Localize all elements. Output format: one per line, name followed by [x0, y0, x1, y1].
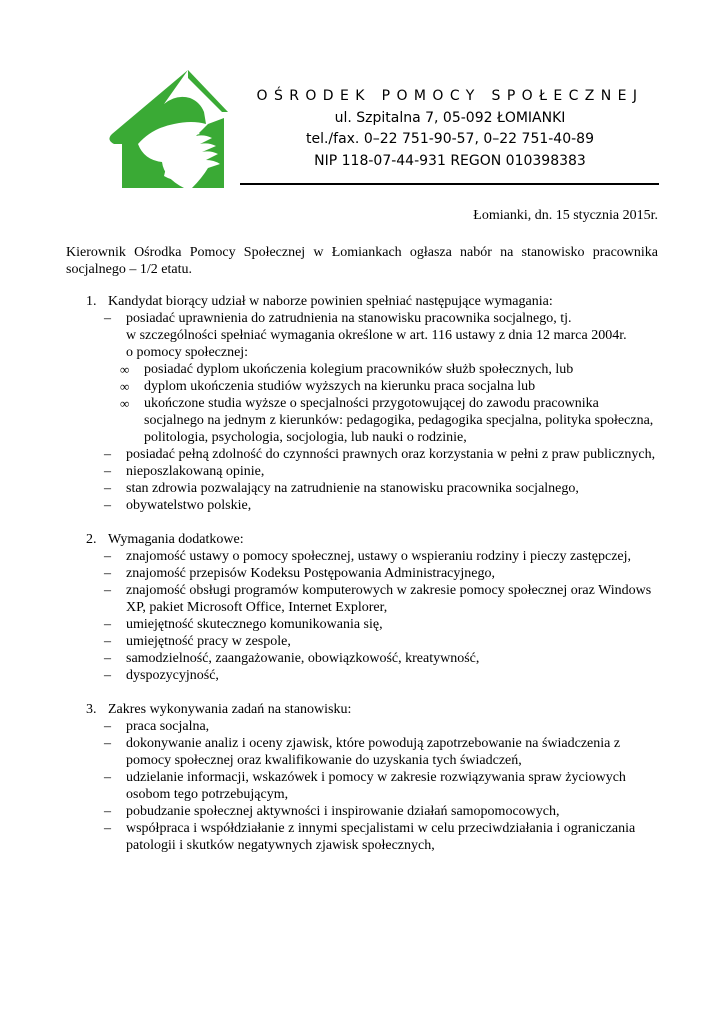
list-item-text: o pomocy społecznej:: [126, 345, 249, 360]
list-item-text: udzielanie informacji, wskazówek i pomocy w zakresie rozwiązywania spraw życiowych osobom tego potrzebującym,: [126, 770, 626, 802]
section-title-text: Kandydat biorący udział w naborze powinien spełniać następujące wymagania:: [108, 294, 553, 309]
section-title-text: Zakres wykonywania zadań na stanowisku:: [108, 702, 352, 717]
header-divider: [240, 183, 659, 185]
dash-bullet-icon: –: [104, 821, 111, 836]
dash-bullet-icon: –: [104, 617, 111, 632]
list-item-text: nieposzlakowaną opinie,: [126, 464, 265, 479]
section-title-text: Wymagania dodatkowe:: [108, 532, 244, 547]
tax-ids: NIP 118-07-44-931 REGON 010398383: [314, 152, 586, 169]
list-item-text: posiadać uprawnienia do zatrudnienia na stanowisku pracownika socjalnego, tj.: [126, 311, 572, 326]
section-duties: [66, 701, 660, 854]
sub-list-item: [66, 378, 660, 395]
list-item: [66, 735, 660, 769]
dash-bullet-icon: –: [104, 481, 111, 496]
dash-bullet-icon: –: [104, 736, 111, 751]
dash-bullet-icon: –: [104, 566, 111, 581]
sub-item-text: ukończone studia wyższe o specjalności przygotowującej do zawodu pracownika socjalnego na jednym z kierunków: pedagogika, pedagogika specjalna, polityka społeczna, politologia, psychologia, socjologia, lub nauki o rodzinie,: [144, 396, 654, 445]
list-item-text: umiejętność pracy w zespole,: [126, 634, 291, 649]
list-item-text: pobudzanie społecznej aktywności i inspirowanie działań samopomocowych,: [126, 804, 560, 819]
intro-paragraph: Kierownik Ośrodka Pomocy Społecznej w Łomiankach ogłasza nabór na stanowisko pracownika socjalnego – 1/2 etatu.: [66, 245, 658, 277]
list-item-text: znajomość przepisów Kodeksu Postępowania Administracyjnego,: [126, 566, 495, 581]
dash-bullet-icon: –: [104, 668, 111, 683]
dash-bullet-icon: –: [104, 770, 111, 785]
list-item: [66, 820, 660, 854]
phone-fax: tel./fax. 0–22 751-90-57, 0–22 751-40-89: [305, 131, 594, 147]
list-item: [66, 803, 660, 820]
list-item: [66, 480, 660, 497]
dash-bullet-icon: –: [104, 583, 111, 598]
sub-item-text: posiadać dyplom ukończenia kolegium pracowników służb społecznych, lub: [144, 362, 574, 377]
list-item-text: posiadać pełną zdolność do czynności prawnych oraz korzystania w pełni z praw publicznych,: [126, 447, 656, 462]
list-item-text: współpraca i współdziałanie z innymi specjalistami w celu przeciwdziałania i ograniczania patologii i skutków negatywnych zjawisk społecznych,: [126, 821, 636, 853]
list-item: [66, 548, 660, 565]
list-item: [66, 650, 660, 667]
dash-bullet-icon: –: [104, 719, 111, 734]
section-title: [66, 531, 660, 548]
list-item-text: dyspozycyjność,: [126, 668, 219, 683]
section-title: [66, 293, 660, 310]
section-requirements: [66, 293, 660, 514]
list-item: [66, 446, 660, 463]
document-date: Łomianki, dn. 15 stycznia 2015r.: [473, 208, 658, 223]
list-item-text: umiejętność skutecznego komunikowania się,: [126, 617, 383, 632]
list-item-text: praca socjalna,: [126, 719, 210, 734]
section-additional-requirements: [66, 531, 660, 684]
list-item: [66, 310, 660, 361]
dash-bullet-icon: –: [104, 634, 111, 649]
section-number: 1.: [86, 294, 97, 309]
sub-list-item: [66, 361, 660, 378]
list-item: [66, 769, 660, 803]
list-item-text: stan zdrowia pozwalający na zatrudnienie na stanowisku pracownika socjalnego,: [126, 481, 579, 496]
list-item: [66, 633, 660, 650]
sub-list-item: [66, 395, 660, 446]
list-item-text: obywatelstwo polskie,: [126, 498, 252, 513]
section-title: [66, 701, 660, 718]
list-item-text: w szczególności spełniać wymagania określone w art. 116 ustawy z dnia 12 marca 2004r.: [126, 328, 627, 343]
list-item: [66, 463, 660, 480]
infinity-bullet-icon: ∞: [120, 362, 130, 377]
list-item: [66, 582, 660, 616]
section-number: 2.: [86, 532, 97, 547]
list-item-text: znajomość obsługi programów komputerowych w zakresie pomocy społecznej oraz Windows XP, pakiet Microsoft Office, Internet Explorer,: [126, 583, 652, 615]
sub-item-text: dyplom ukończenia studiów wyższych na kierunku praca socjalna lub: [144, 379, 536, 394]
list-item-text: znajomość ustawy o pomocy społecznej, ustawy o wspieraniu rodziny i pieczy zastępczej,: [126, 549, 632, 564]
address: ul. Szpitalna 7, 05-092 ŁOMIANKI: [334, 109, 566, 126]
dash-bullet-icon: –: [104, 549, 111, 564]
organization-name: OŚRODEK POMOCY SPOŁECZNEJ: [256, 88, 644, 104]
list-item: [66, 667, 660, 684]
infinity-bullet-icon: ∞: [120, 379, 130, 394]
letterhead: [240, 86, 660, 172]
list-item: [66, 565, 660, 582]
dash-bullet-icon: –: [104, 464, 111, 479]
dash-bullet-icon: –: [104, 804, 111, 819]
dash-bullet-icon: –: [104, 447, 111, 462]
list-item: [66, 497, 660, 514]
infinity-bullet-icon: ∞: [120, 396, 130, 411]
house-hands-logo-icon: [104, 68, 232, 190]
dash-bullet-icon: –: [104, 651, 111, 666]
list-item-text: dokonywanie analiz i oceny zjawisk, które powodują zapotrzebowanie na świadczenia z pomocy społecznej oraz kwalifikowanie do uzyskania tych świadczeń,: [126, 736, 621, 768]
list-item: [66, 616, 660, 633]
section-number: 3.: [86, 702, 97, 717]
dash-bullet-icon: –: [104, 498, 111, 513]
document-body: [66, 293, 660, 854]
dash-bullet-icon: –: [104, 311, 111, 326]
list-item-text: samodzielność, zaangażowanie, obowiązkowość, kreatywność,: [126, 651, 480, 666]
list-item: [66, 718, 660, 735]
